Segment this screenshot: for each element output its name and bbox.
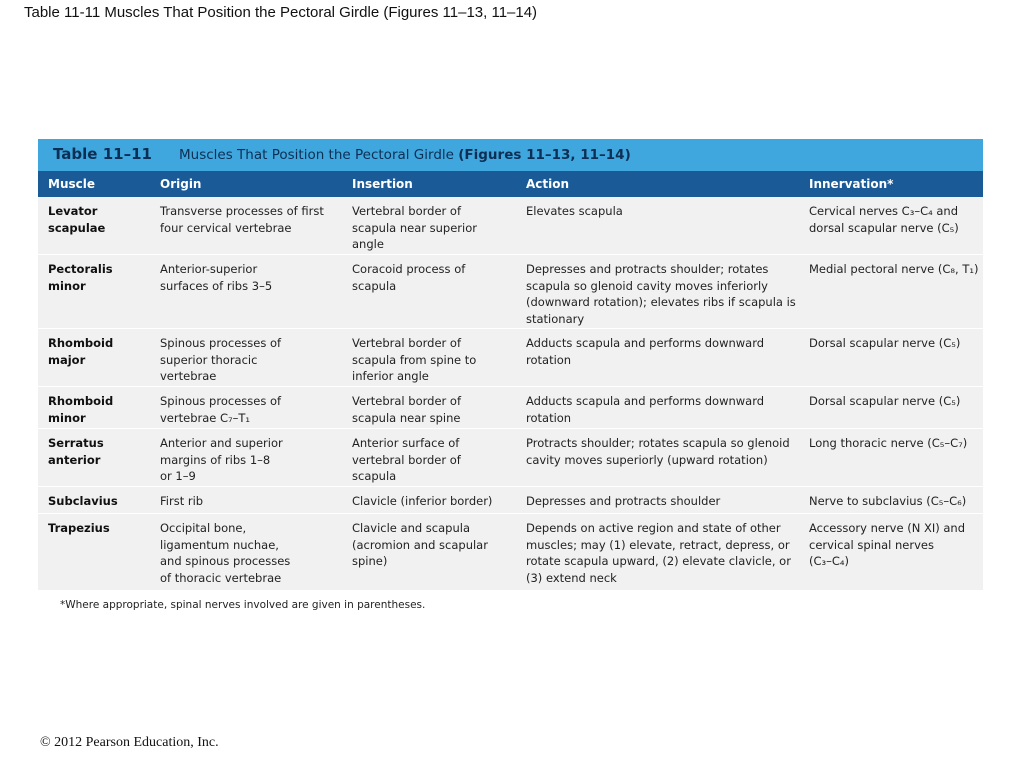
cell-action [526,393,764,426]
cell-line: Coracoid process of [352,262,466,276]
header-action: Action [526,177,570,191]
cell-line: margins of ribs 1–8 [160,452,271,467]
muscle-table [38,139,983,590]
table-number: Table 11–11 [53,145,152,163]
cell-line: Medial pectoral nerve (C₈, T₁) [809,262,979,276]
cell-insertion [352,493,492,510]
cell-muscle [48,435,104,468]
cell-line: (3) extend neck [526,570,617,585]
cell-line: rotation [526,352,572,367]
cell-line: minor [48,278,86,293]
cell-line: Protracts shoulder; rotates scapula so glenoid [526,436,790,450]
cell-origin [160,520,290,586]
cell-line: minor [48,410,86,425]
cell-line: Dorsal scapular nerve (C₅) [809,394,961,408]
cell-line: four cervical vertebrae [160,220,292,235]
slide-title: Table 11-11 Muscles That Position the Pectoral Girdle (Figures 11–13, 11–14) [24,4,538,21]
cell-line: Transverse processes of first [160,204,324,218]
cell-innervation [809,261,978,278]
cell-line: anterior [48,452,101,467]
cell-action [526,493,720,510]
cell-line: inferior angle [352,369,429,383]
copyright: © 2012 Pearson Education, Inc. [40,735,219,750]
cell-line: scapula so glenoid cavity moves inferiorly [526,278,768,293]
cell-line: vertebral border of [352,452,461,467]
cell-origin [160,493,203,510]
cell-innervation [809,435,967,452]
cell-line: of thoracic vertebrae [160,570,282,585]
cell-line: Vertebral border of [352,204,461,218]
cell-line: scapula near spine [352,410,461,425]
cell-line: Accessory nerve (N XI) and [809,521,966,535]
cell-line: Spinous processes of [160,394,282,408]
cell-line: and spinous processes [160,554,291,568]
cell-innervation [809,493,966,510]
cell-line: vertebrae C₇–T₁ [160,410,251,425]
cell-innervation [809,335,960,352]
cell-insertion [352,335,476,385]
header-muscle: Muscle [48,177,95,191]
table-body [38,197,983,617]
cell-line: scapula [352,469,397,483]
cell-line: Clavicle (inferior border) [352,494,493,508]
cell-line: Occipital bone, [160,521,247,535]
cell-insertion [352,203,477,253]
cell-line: vertebrae [160,369,217,383]
cell-innervation [809,393,960,410]
cell-line: Vertebral border of [352,394,461,408]
table-title-bar [38,139,983,171]
cell-action [526,261,796,327]
cell-line: Dorsal scapular nerve (C₅) [809,336,961,350]
cell-action [526,520,791,586]
cell-line: Levator [48,204,98,218]
cell-muscle [48,520,110,537]
table-row [38,429,983,487]
header-insertion: Insertion [352,177,413,191]
table-row [38,255,983,329]
cell-line: scapula [352,278,397,293]
cell-line: Elevates scapula [526,204,623,218]
cell-insertion [352,435,461,485]
table-header-row [38,171,983,197]
table-figures: (Figures 11–13, 11–14) [458,147,631,163]
cell-muscle [48,393,113,426]
cell-line: Rhomboid [48,336,114,350]
cell-line: Adducts scapula and performs downward [526,394,765,408]
table-row [38,197,983,255]
cell-line: stationary [526,311,585,326]
cell-muscle [48,203,105,236]
cell-muscle [48,493,118,510]
cell-origin [160,335,281,385]
cell-origin [160,435,283,485]
cell-insertion [352,261,465,294]
cell-origin [160,393,281,426]
cell-line: (acromion and scapular [352,537,488,552]
table-name [179,147,631,163]
cell-line: rotate scapula upward, (2) elevate clavicle, or [526,554,791,568]
table-row [38,387,983,429]
cell-innervation [809,203,959,236]
table-row [38,487,983,514]
cell-line: Spinous processes of [160,336,282,350]
cell-line: superior thoracic [160,352,258,367]
cell-line: or 1–9 [160,469,196,483]
cell-line: scapulae [48,220,106,235]
cell-line: angle [352,237,384,251]
cell-line: Depends on active region and state of other [526,521,781,535]
cell-line: Vertebral border of [352,336,461,350]
cell-line: Anterior surface of [352,436,460,450]
cell-line: ligamentum nuchae, [160,537,279,552]
header-innervation: Innervation* [809,177,894,191]
cell-line: spine) [352,554,388,568]
cell-muscle [48,335,113,368]
cell-line: Anterior and superior [160,436,283,450]
cell-origin [160,203,324,236]
cell-line: Subclavius [48,494,118,508]
cell-action [526,203,623,220]
cell-action [526,335,764,368]
table-row [38,329,983,387]
cell-line: Clavicle and scapula [352,521,471,535]
cell-line: Anterior-superior [160,262,258,276]
cell-line: Trapezius [48,521,110,535]
cell-line: scapula from spine to [352,352,477,367]
cell-line: Pectoralis [48,262,113,276]
cell-line: dorsal scapular nerve (C₅) [809,220,959,235]
cell-line: muscles; may (1) elevate, retract, depress, or [526,537,790,552]
cell-origin [160,261,272,294]
cell-line: major [48,352,86,367]
cell-line: surfaces of ribs 3–5 [160,278,273,293]
cell-line: Depresses and protracts shoulder; rotates [526,262,769,276]
cell-action [526,435,790,468]
cell-line: (C₃–C₄) [809,554,850,568]
cell-line: First rib [160,494,204,508]
cell-innervation [809,520,965,570]
cell-line: rotation [526,410,572,425]
cell-line: cavity moves superiorly (upward rotation) [526,452,768,467]
cell-line: cervical spinal nerves [809,537,934,552]
cell-line: (downward rotation); elevates ribs if scapula is [526,295,796,309]
cell-line: Depresses and protracts shoulder [526,494,721,508]
cell-line: Adducts scapula and performs downward [526,336,765,350]
cell-line: Cervical nerves C₃–C₄ and [809,204,958,218]
cell-line: Serratus [48,436,104,450]
cell-line: Nerve to subclavius (C₅–C₆) [809,494,967,508]
cell-insertion [352,520,488,570]
cell-line: Rhomboid [48,394,114,408]
cell-line: Long thoracic nerve (C₅–C₇) [809,436,968,450]
cell-insertion [352,393,461,426]
table-name-text: Muscles That Position the Pectoral Girdle [179,147,459,163]
cell-muscle [48,261,113,294]
cell-line: scapula near superior [352,220,477,235]
table-footnote: *Where appropriate, spinal nerves involved are given in parentheses. [60,599,426,611]
header-origin: Origin [160,177,202,191]
